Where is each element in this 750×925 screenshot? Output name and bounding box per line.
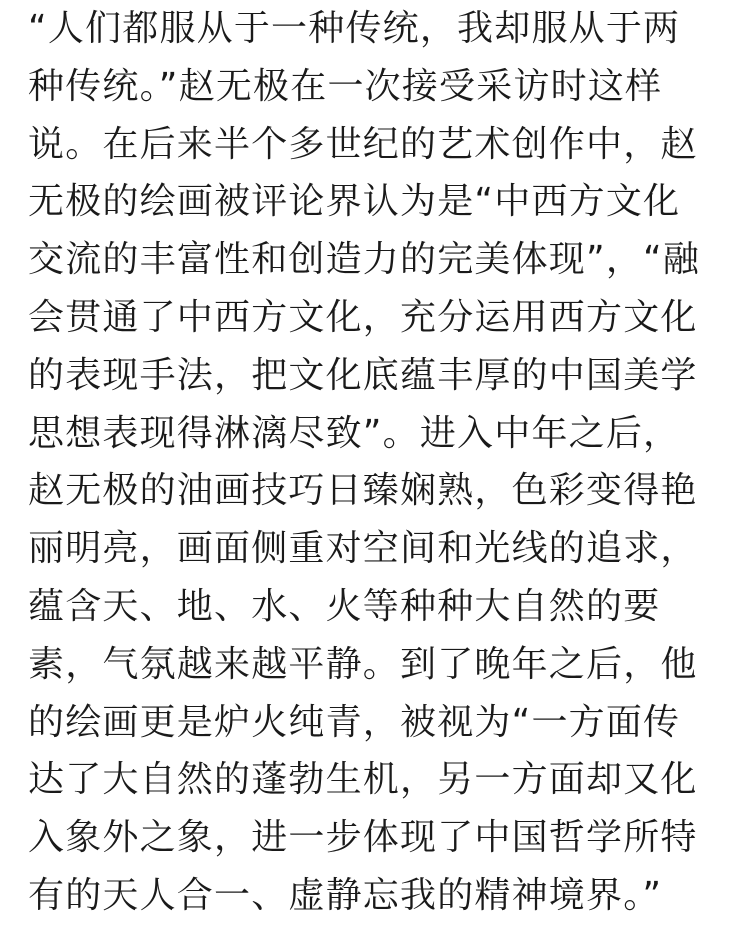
text-line: 思想表现得淋漓尽致”。进入中年之后，: [28, 412, 681, 454]
text-line: 丽明亮，画面侧重对空间和光线的追求，: [28, 528, 698, 570]
text-line: 无极的绘画被评论界认为是“中西方文化: [28, 181, 681, 223]
text-line: 入象外之象，进一步体现了中国哲学所特: [28, 817, 698, 859]
text-line: 种传统。”赵无极在一次接受采访时这样: [28, 65, 663, 107]
text-line: 蕴含天、地、水、火等种种大自然的要: [28, 585, 661, 627]
article-text: [28, 0, 728, 925]
text-line: 赵无极的油画技巧日臻娴熟，色彩变得艳: [28, 470, 698, 512]
text-line: 素，气氛越来越平静。到了晚年之后，他: [28, 643, 698, 685]
text-line: 说。在后来半个多世纪的艺术创作中，赵: [28, 123, 698, 165]
text-line: 交流的丰富性和创造力的完美体现”，“融: [28, 239, 701, 281]
text-line: 会贯通了中西方文化，充分运用西方文化: [28, 296, 698, 338]
text-line: 的表现手法，把文化底蕴丰厚的中国美学: [28, 354, 698, 396]
text-line: 的绘画更是炉火纯青，被视为“一方面传: [28, 701, 681, 743]
text-line: “人们都服从于一种传统，我却服从于两: [28, 8, 681, 49]
text-line: 达了大自然的蓬勃生机，另一方面却又化: [28, 759, 698, 801]
text-line: 有的天人合一、虚静忘我的精神境界。”: [28, 874, 663, 916]
